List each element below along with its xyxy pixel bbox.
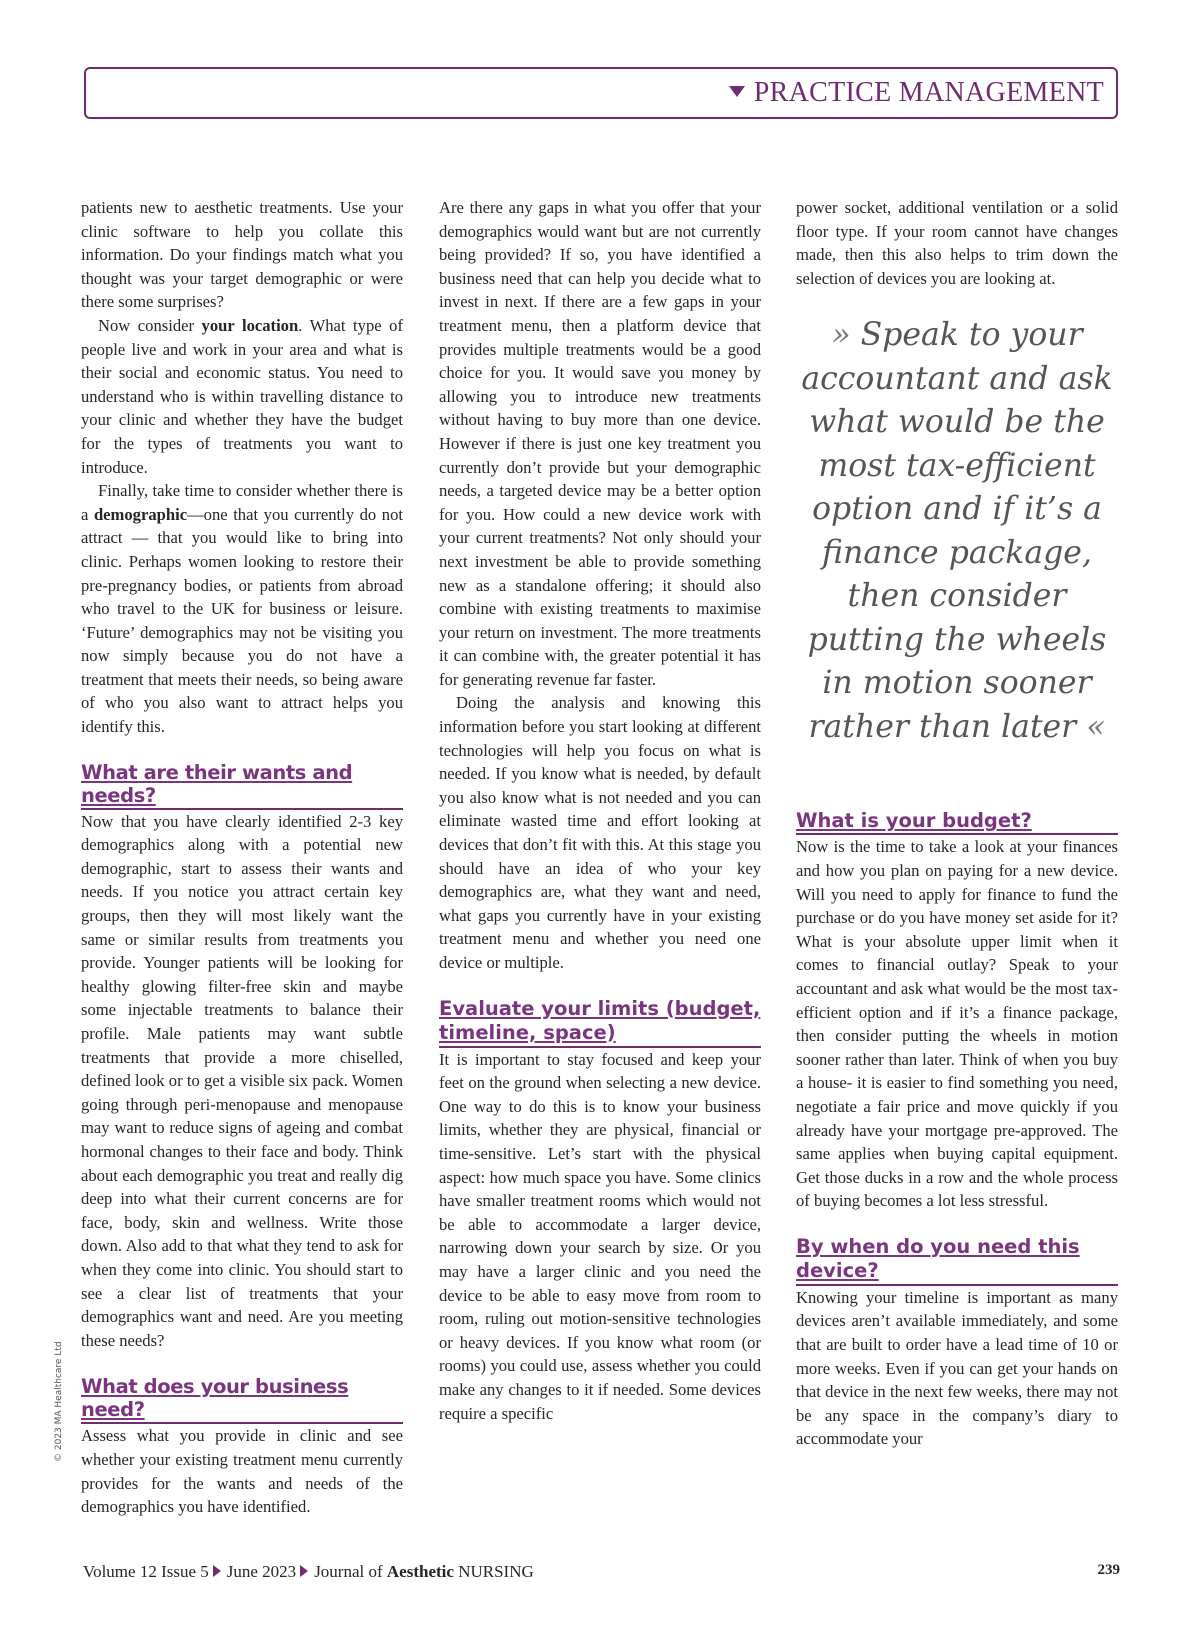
footer-journal-post: NURSING: [453, 1562, 534, 1581]
text-run: . What type of people live and work in your area and what is their social and economic status. You need to understand who is within travelling distance to your clinic and whether they have the budget for the types of treatments you want to introduce.: [81, 315, 403, 477]
text-run: Now consider: [98, 315, 202, 335]
text-run: Finally, take time to consider whether there is a: [81, 481, 403, 524]
col1-paragraph-3: [81, 479, 403, 739]
triangle-right-icon: [213, 1565, 221, 1577]
copyright-notice: © 2023 MA Healthcare Ltd: [54, 1341, 64, 1462]
col2-paragraph-1: Are there any gaps in what you offer that your demographics would want but are not currently being provided? If so, you have identified a business need that can help you decide what to invest in next. If there are a few gaps in your treatment menu, then a platform device that provides multiple treatments would be a good choice for you. It would save you money by allowing you to introduce new treatments without having to buy more than one device. However if there is just one key treatment you currently don’t provide but your demographic needs, a targeted device may be a better option for you. How could a new device work with your current treatments? Not only should your next investment be able to provide something new as a standalone offering; it should also combine with existing treatments to maximise your return on investment. The more treatments it can combine with, the greater potential it has for generating revenue far faster.: [439, 198, 761, 689]
column-3: [796, 196, 1118, 1451]
heading-evaluate-limits: Evaluate your limits (budget, timeline, space): [439, 997, 761, 1048]
footer-journal-pre: Journal of: [314, 1562, 387, 1581]
col3-paragraph-2: Now is the time to take a look at your finances and how you plan on paying for a new device. Will you need to apply for finance to fund the purchase or do you have money set aside for it? What is your absolute upper limit when it comes to financial outlay? Speak to your accountant and ask what would be the most tax-efficient option and if it’s a finance package, then consider putting the wheels in motion sooner rather than later. Think of when you buy a house- it is easier to find something you need, negotiate a fair price and move quickly if you already have your mortgage pre-approved. The same applies when buying capital equipment. Get those ducks in a row and the whole process of buying becomes a lot less stressful.: [796, 837, 1118, 1211]
bold-text-location: your location: [201, 315, 299, 335]
col1-paragraph-2: [81, 314, 403, 479]
heading-timeline: By when do you need this device?: [796, 1235, 1118, 1286]
triangle-right-icon: [300, 1565, 308, 1577]
triangle-down-icon: [729, 86, 745, 97]
footer-volume: Volume 12 Issue 5: [83, 1562, 209, 1581]
pull-quote: [796, 314, 1118, 749]
bold-text-demographic: demographic: [93, 504, 188, 524]
quote-close-mark: «: [1086, 708, 1106, 745]
heading-business-need: What does your business need?: [81, 1375, 403, 1424]
heading-budget: What is your budget?: [796, 809, 1118, 835]
col1-paragraph-5: Assess what you provide in clinic and see whether your existing treatment menu currently provides for the wants and needs of the demographics you have identified.: [81, 1426, 403, 1517]
col2-paragraph-2: Doing the analysis and knowing this information before you start looking at different technologies will help you focus on what is needed. If you know what is needed, by default you also know what is not needed and you can eliminate wasted time and effort looking at devices that don’t fit with this. At this stage you should have an idea of who your key demographics are, what they want and need, what gaps you currently have in your existing treatment menu and whether you need one device or multiple.: [439, 693, 761, 972]
column-2: [439, 196, 761, 1425]
section-label: [729, 77, 1104, 109]
text-run: —one that you currently do not attract — that you would like to bring into clinic. Perhaps women looking to restore their pre-pregnancy bodies, or patients from abroad who travel to the UK for business or leisure. ‘Future’ demographics may not be visiting you now simply because you do not have a treatment that meets their needs, so being aware of who you also want to attract helps you identify this.: [81, 504, 403, 737]
section-label-text: PRACTICE MANAGEMENT: [753, 77, 1104, 108]
heading-wants-and-needs: What are their wants and needs?: [81, 761, 403, 810]
col2-paragraph-3: It is important to stay focused and keep your feet on the ground when selecting a new device. One way to do this is to know your business limits, whether they are physical, financial or time-sensitive. Let’s start with the physical aspect: how much space you have. Some clinics have smaller treatment rooms which would not be able to accommodate a larger device, narrowing down your search by size. Or you may have a larger clinic and you need the device to be able to easy move from room to room, ruling out motion-sensitive technologies or heavy devices. If you know what room (or rooms) you could use, assess whether you could make any changes to it if needed. Some devices require a specific: [439, 1049, 761, 1423]
column-1: [81, 196, 403, 1519]
footer-date: June 2023: [226, 1562, 297, 1581]
col3-paragraph-1: power socket, additional ventilation or a solid floor type. If your room cannot have changes made, then this also helps to trim down the selection of devices you are looking at.: [796, 198, 1118, 288]
footer-issue-line: [83, 1562, 534, 1582]
col1-paragraph-1: patients new to aesthetic treatments. Use your clinic software to help you collate this information. Do your findings match what you thought was your target demographic or were there some surprises?: [81, 198, 403, 312]
page-number: 239: [1097, 1562, 1120, 1578]
quote-open-mark: »: [831, 317, 851, 354]
pull-quote-text: Speak to your accountant and ask what would be the most tax-efficient option and if it’s a finance package, then consider putting the wheels in motion sooner rather than later: [801, 317, 1113, 745]
footer-journal-bold: Aesthetic: [386, 1562, 454, 1581]
col1-paragraph-4: Now that you have clearly identified 2-3 key demographics along with a potential new demographic, start to assess their wants and needs. If you notice you attract certain key groups, then they will most likely want the same or similar results from treatments you provide. Younger patients will be looking for healthy glowing filter-free skin and maybe some injectable treatments to balance their profile. Male patients may want subtle treatments that provide a more chiselled, defined look or to get a visible six pack. Women going through peri-menopause and menopause may want to reduce signs of ageing and combat hormonal changes to their face and body. Think about each demographic you treat and really dig deep into what their current concerns are for face, body, skin and wellness. Write those down. Also add to that what they tend to ask for when they come into clinic. You should start to see a clear list of treatments that your demographics want and need. Are you meeting these needs?: [81, 811, 403, 1350]
section-header-box: [84, 67, 1118, 119]
col3-paragraph-3: Knowing your timeline is important as many devices aren’t available immediately, and some that are built to order have a lead time of 10 or more weeks. Even if you can get your hands on that device in the next few weeks, there may not be any space in the company’s diary to accommodate your: [796, 1287, 1118, 1449]
